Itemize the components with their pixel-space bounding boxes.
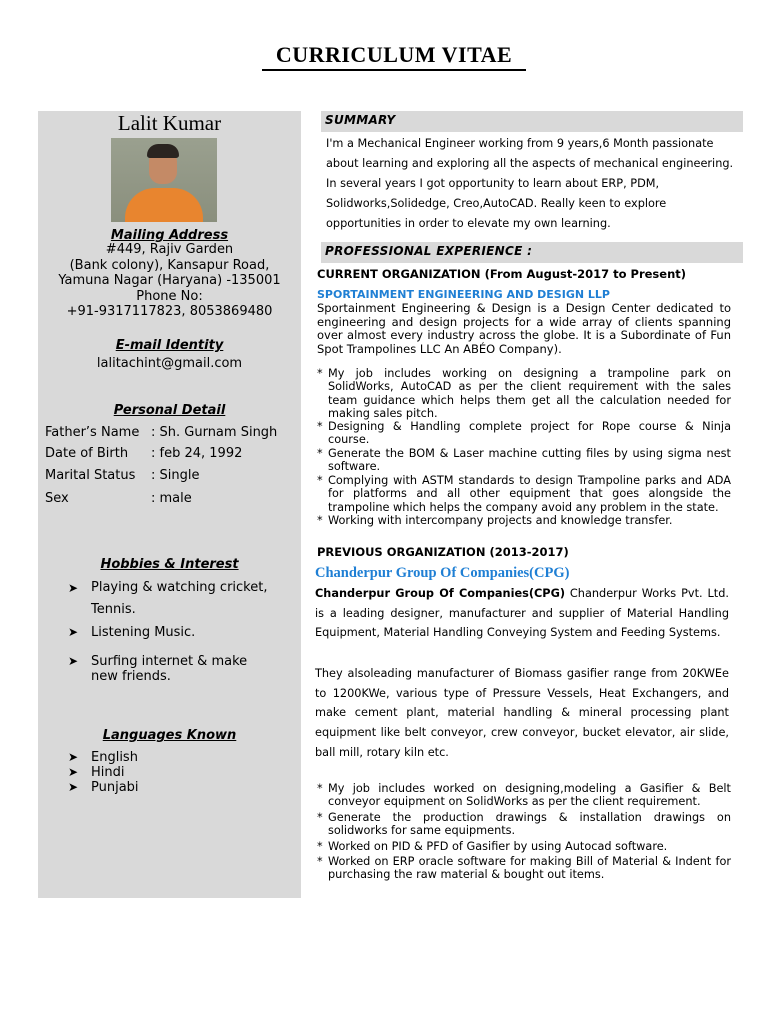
arrow-bullet-icon: ➤ (68, 765, 79, 779)
address-line-3: Yamuna Nagar (Haryana) -135001 (58, 273, 281, 288)
arrow-bullet-icon: ➤ (68, 780, 79, 794)
previous-company-description-2: They alsoleading manufacturer of Biomass gasifier range from 20KWEe to 1200KWe, various type of Pressure Vessels, Heat Exchangers, and make cement plant, material handling & mineral processing plant equipment like belt conveyor, crew conveyor, bucket elevator, air slide, ball mill, rotary kiln etc. (315, 667, 729, 759)
summary-text: I'm a Mechanical Engineer working from 9 years,6 Month passionate about learning and exploring all the aspects of mechanical engineering. In several years I got opportunity to learn about ERP, PDM, Solidworks,Solidedge, Creo,AutoCAD. Really keen to explore opportunities in order to elevate my own learning. (326, 137, 734, 230)
current-organization-heading: CURRENT ORGANIZATION (From August-2017 to Present) (317, 267, 687, 281)
current-company-name: SPORTAINMENT ENGINEERING AND DESIGN LLP (317, 288, 610, 301)
arrow-bullet-icon: ➤ (68, 750, 79, 764)
arrow-bullet-icon: ➤ (68, 654, 79, 668)
address-line-1: #449, Rajiv Garden (105, 242, 234, 257)
previous-company-name: Chanderpur Group Of Companies(CPG) (315, 565, 570, 581)
email-heading: E-mail Identity (115, 338, 224, 353)
personal-detail-heading: Personal Detail (113, 403, 226, 418)
email-address[interactable]: lalitachint@gmail.com (96, 356, 243, 371)
phone-numbers: +91-9317117823, 8053869480 (66, 304, 273, 319)
sidebar: Lalit Kumar Mailing Address #449, Rajiv Garden (Bank colony), Kansapur Road, Yamuna Nagar (Haryana) -135001 Phone No: +91-9317117823, 8053869480 E-mail Identity lalitachint@gmail.com Personal Detail Father’s Name : Sh. Gurnam Singh Date of Birth : feb 24, 1992 Marital Status : Single Sex : male Hobbies & Interest ➤ Playing & watching cricket, Tennis. ➤ Listening Music. ➤ Surfing internet & make new friends. Languages Known ➤ English ➤ Hindi ➤ Punjabi (38, 111, 301, 898)
document-title: CURRICULUM VITAE (262, 42, 526, 71)
profile-photo (111, 138, 217, 222)
personal-row: Date of Birth : feb 24, 1992 (45, 446, 243, 461)
mailing-address-heading: Mailing Address (110, 228, 229, 243)
summary-heading-bar: SUMMARY (321, 111, 743, 132)
personal-row: Marital Status : Single (45, 468, 200, 483)
experience-heading-bar: PROFESSIONAL EXPERIENCE : (321, 242, 743, 263)
current-company-description: Sportainment Engineering & Design is a Design Center dedicated to engineering and design projects for a wide array of clients spanning over almost every industry across the globe. It is a Subordinate of Fun Spot Trampolines LLC An ABÉO Company). (317, 301, 731, 356)
previous-organization-heading: PREVIOUS ORGANIZATION (2013-2017) (317, 545, 569, 559)
address-line-2: (Bank colony), Kansapur Road, (69, 257, 270, 273)
hobbies-heading: Hobbies & Interest (100, 557, 239, 572)
arrow-bullet-icon: ➤ (68, 581, 79, 595)
languages-heading: Languages Known (102, 728, 237, 743)
arrow-bullet-icon: ➤ (68, 625, 79, 639)
candidate-name: Lalit Kumar (117, 111, 222, 135)
previous-company-description: Chanderpur Group Of Companies(CPG) Chanderpur Works Pvt. Ltd. is a leading designer, manufacturer and supplier of Material Handling Equipment, Material Handling Conveying System and Feeding Systems. (315, 587, 729, 640)
personal-row: Sex : male (45, 491, 192, 506)
phone-label: Phone No: (136, 288, 203, 304)
personal-row: Father’s Name : Sh. Gurnam Singh (45, 425, 278, 440)
